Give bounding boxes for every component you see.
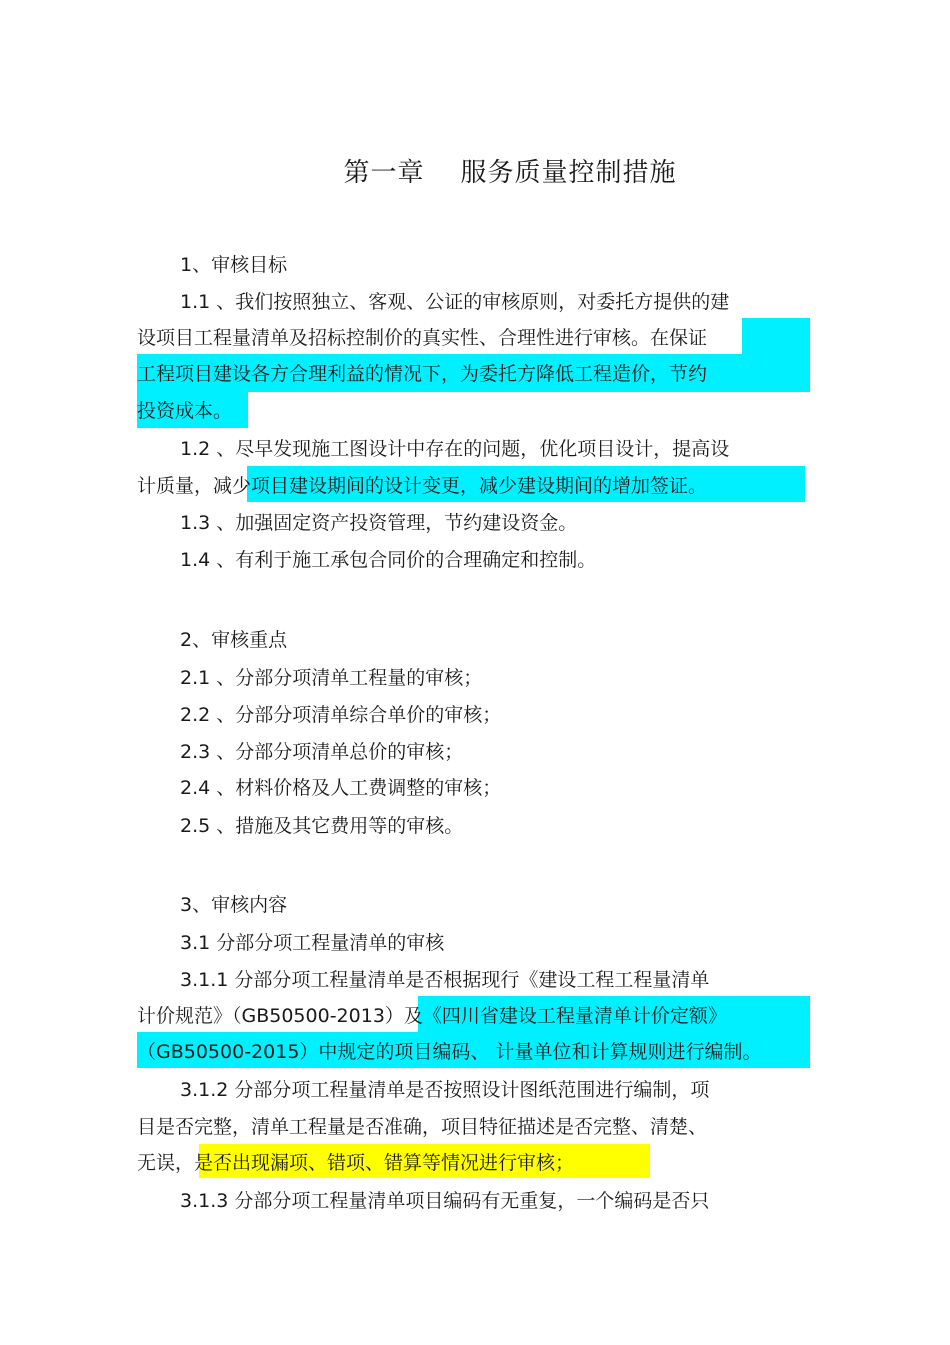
subsection-3-1: 3.1 分部分项工程量清单的审核 [180, 932, 445, 954]
para-1-4: 1.4 、有利于施工承包合同价的合理确定和控制。 [180, 549, 597, 571]
para-3-1-1-line-1: 3.1.1 分部分项工程量清单是否根据现行《建设工程工程量清单 [180, 969, 710, 991]
chapter-label: 第一章 [343, 158, 425, 188]
para-3-1-3-line-1: 3.1.3 分部分项工程量清单项目编码有无重复，一个编码是否只 [180, 1190, 710, 1212]
list-item: 2.5 、措施及其它费用等的审核。 [180, 815, 464, 837]
para-1-2-line-1: 1.2 、尽早发现施工图设计中存在的问题，优化项目设计，提高设 [180, 438, 730, 460]
list-item: 2.2 、分部分项清单综合单价的审核； [180, 704, 502, 726]
section-2-heading: 2、审核重点 [180, 629, 288, 651]
para-3-1-2-line-1: 3.1.2 分部分项工程量清单是否按照设计图纸范围进行编制，项 [180, 1079, 710, 1101]
para-1-3: 1.3 、加强固定资产投资管理，节约建设资金。 [180, 512, 578, 534]
list-item: 2.1 、分部分项清单工程量的审核； [180, 667, 483, 689]
para-3-1-2-line-2: 目是否完整，清单工程量是否准确，项目特征描述是否完整、清楚、 [137, 1116, 708, 1138]
para-3-1-1-line-3: （GB50500-2015）中规定的项目编码、 计量单位和计算规则进行编制。 [137, 1041, 762, 1063]
para-3-1-2-line-3: 无误，是否出现漏项、错项、错算等情况进行审核； [137, 1152, 575, 1174]
para-1-1-line-4: 投资成本。 [137, 400, 233, 422]
para-1-1-line-2: 设项目工程量清单及招标控制价的真实性、合理性进行审核。在保证 [137, 327, 708, 349]
highlight-1-1-a [742, 318, 810, 356]
section-3-heading: 3、审核内容 [180, 894, 288, 916]
para-1-2-line-2: 计质量，减少项目建设期间的设计变更，减少建设期间的增加签证。 [137, 475, 708, 497]
chapter-title [0, 152, 950, 189]
para-1-1-line-3: 工程项目建设各方合理利益的情况下，为委托方降低工程造价，节约 [137, 363, 708, 385]
chapter-heading: 服务质量控制措施 [460, 158, 677, 188]
para-1-1-line-1: 1.1 、我们按照独立、客观、公证的审核原则，对委托方提供的建 [180, 291, 730, 313]
section-1-heading: 1、审核目标 [180, 254, 288, 276]
list-item: 2.4 、材料价格及人工费调整的审核； [180, 777, 502, 799]
para-3-1-1-line-2: 计价规范》（GB50500-2013）及《四川省建设工程量清单计价定额》 [137, 1005, 727, 1027]
list-item: 2.3 、分部分项清单总价的审核； [180, 741, 464, 763]
